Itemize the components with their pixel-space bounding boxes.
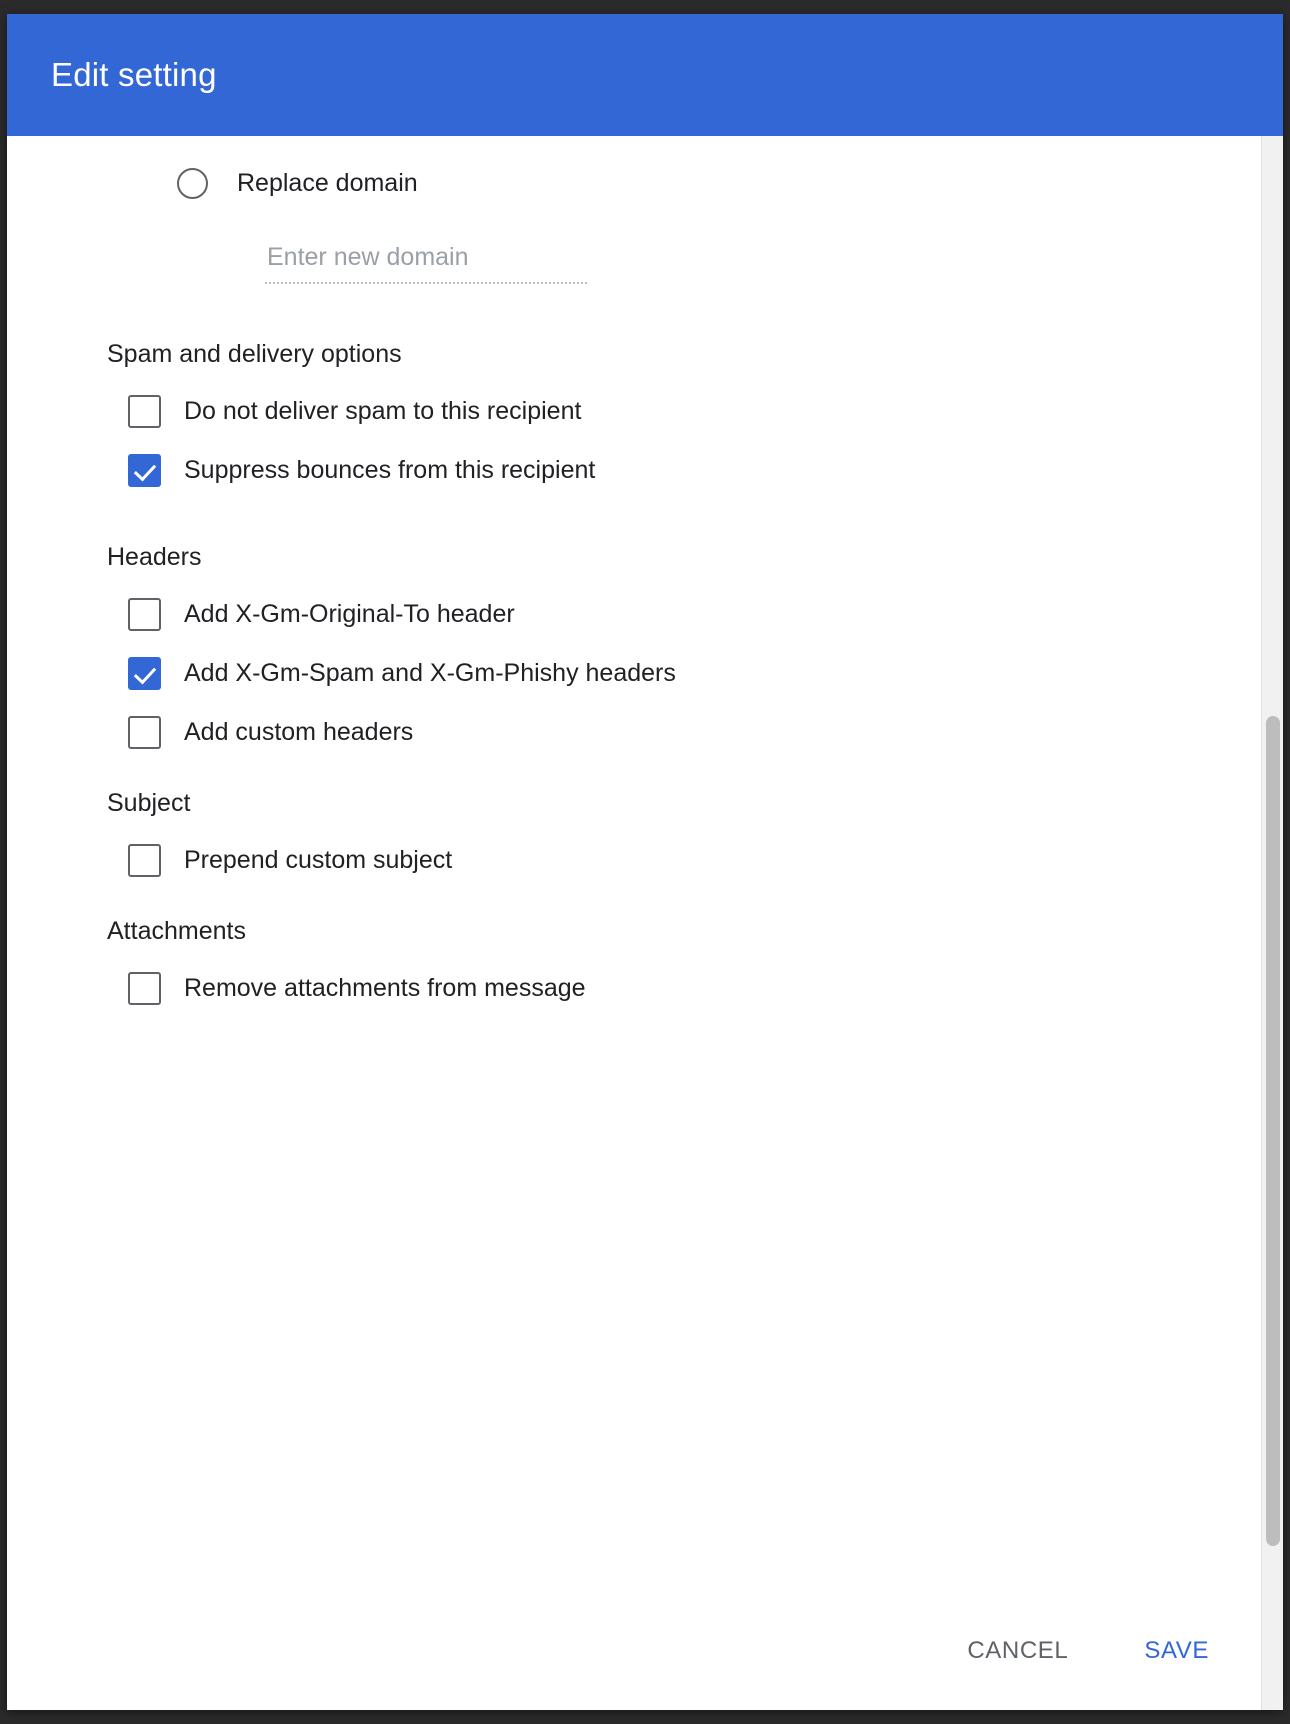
checkbox-unchecked-icon[interactable]	[128, 844, 161, 877]
dialog-title: Edit setting	[51, 56, 217, 93]
checkbox-label: Remove attachments from message	[184, 974, 586, 1002]
section-attachments	[7, 917, 1261, 1005]
checkbox-label: Add X-Gm-Spam and X-Gm-Phishy headers	[184, 659, 676, 687]
checkbox-unchecked-icon[interactable]	[128, 598, 161, 631]
section-headers	[7, 543, 1261, 749]
section-spam-delivery	[7, 340, 1261, 487]
checkbox-unchecked-icon[interactable]	[128, 716, 161, 749]
checkbox-row-custom-headers[interactable]	[107, 716, 1261, 749]
dialog-footer	[7, 1592, 1261, 1710]
section-title: Subject	[107, 789, 191, 817]
checkbox-row-no-spam[interactable]	[107, 395, 1261, 428]
scrollbar-track[interactable]	[1261, 136, 1283, 1710]
replace-domain-radio-row[interactable]	[7, 168, 1261, 199]
cancel-button[interactable]: CANCEL	[947, 1623, 1088, 1679]
dialog-content	[7, 136, 1261, 1005]
scrollbar-thumb[interactable]	[1266, 716, 1280, 1546]
checkbox-row-prepend-subject[interactable]	[107, 844, 1261, 877]
spacer	[7, 487, 1261, 543]
new-domain-input[interactable]	[265, 243, 587, 284]
replace-domain-label: Replace domain	[237, 169, 418, 197]
radio-unselected-icon[interactable]	[177, 168, 208, 199]
spacer	[7, 877, 1261, 917]
checkbox-unchecked-icon[interactable]	[128, 972, 161, 1005]
checkbox-checked-icon[interactable]	[128, 657, 161, 690]
checkbox-label: Prepend custom subject	[184, 846, 453, 874]
section-title: Headers	[107, 543, 202, 571]
checkbox-row-spam-phishy-headers[interactable]	[107, 657, 1261, 690]
checkbox-row-remove-attachments[interactable]	[107, 972, 1261, 1005]
checkbox-checked-icon[interactable]	[128, 454, 161, 487]
section-title: Attachments	[107, 917, 246, 945]
new-domain-field-wrap	[7, 243, 1261, 284]
edit-setting-dialog	[7, 14, 1283, 1710]
dialog-header	[7, 14, 1283, 136]
checkbox-label: Suppress bounces from this recipient	[184, 456, 596, 484]
section-subject	[7, 789, 1261, 877]
checkbox-row-suppress-bounces[interactable]	[107, 454, 1261, 487]
spacer	[7, 284, 1261, 340]
dialog-body	[7, 136, 1283, 1710]
checkbox-label: Add custom headers	[184, 718, 414, 746]
checkbox-label: Do not deliver spam to this recipient	[184, 397, 582, 425]
checkbox-label: Add X-Gm-Original-To header	[184, 600, 515, 628]
checkbox-unchecked-icon[interactable]	[128, 395, 161, 428]
save-button[interactable]: SAVE	[1124, 1623, 1229, 1679]
spacer	[7, 749, 1261, 789]
section-title: Spam and delivery options	[107, 340, 402, 368]
checkbox-row-original-to-header[interactable]	[107, 598, 1261, 631]
